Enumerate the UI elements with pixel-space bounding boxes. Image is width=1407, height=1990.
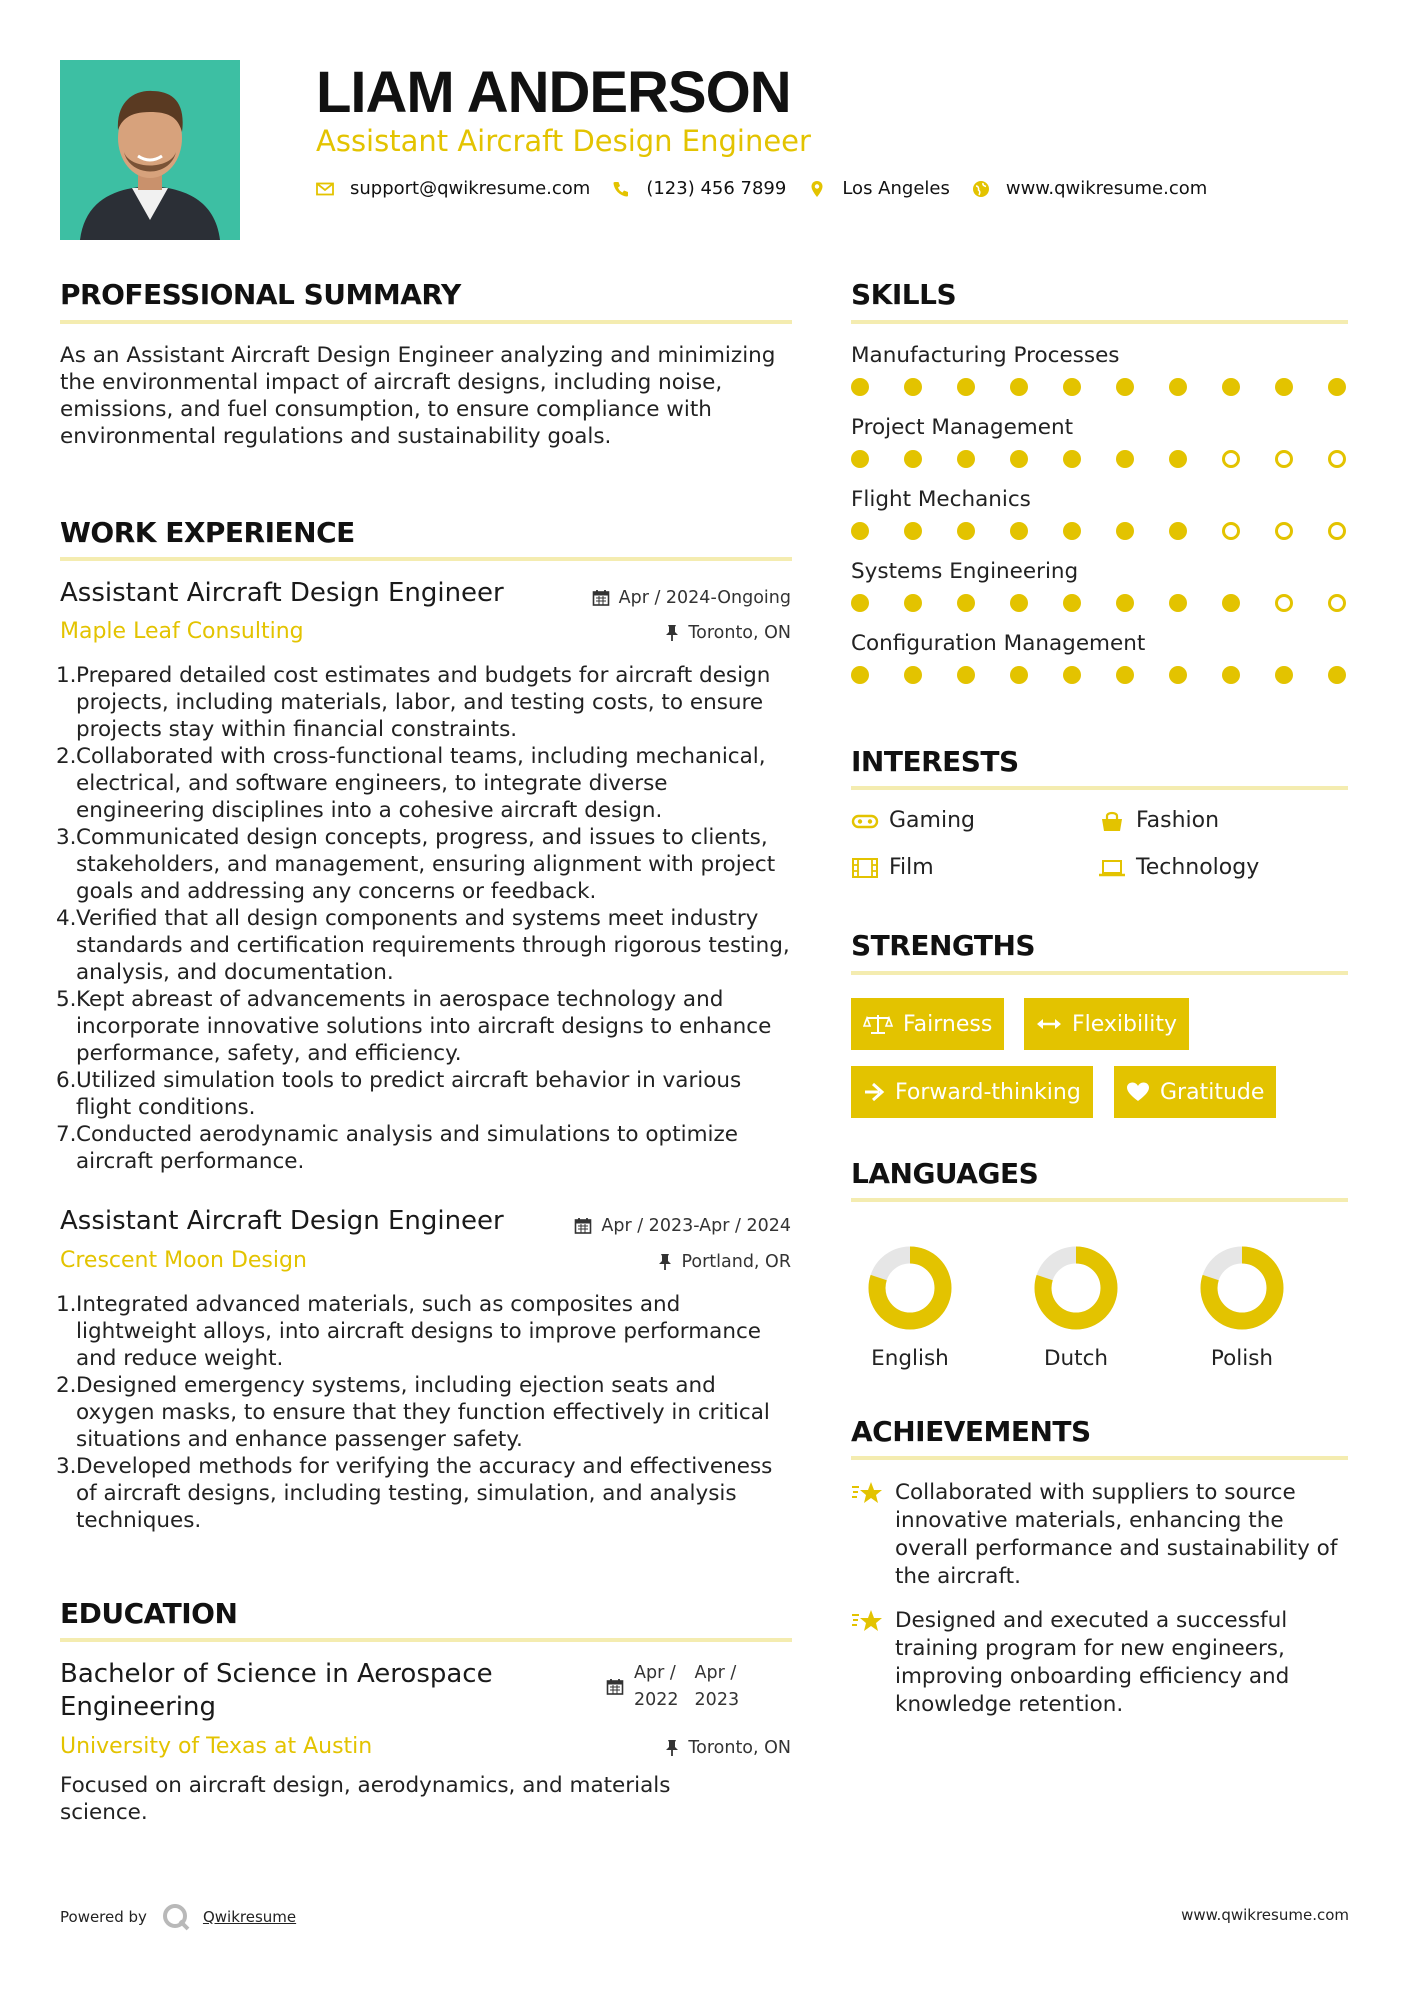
list-item: 2. Designed emergency systems, including ejection seats and oxygen masks, to ensure that they function effectively in critical situations and enhance passenger safety. <box>56 1373 770 1452</box>
list-item: 3. Communicated design concepts, progress, and issues to clients, stakeholders, and management, ensuring alignment with project goals and addressing any concerns or feedback. <box>56 825 776 904</box>
skills-list <box>851 342 1346 702</box>
education-divider <box>60 1638 792 1642</box>
rating-dot-filled <box>1328 378 1346 396</box>
skill-name: Systems Engineering <box>851 559 1079 584</box>
languages-list <box>840 1230 1312 1371</box>
strength-tag: Flexibility <box>1024 998 1189 1050</box>
summary-divider <box>60 320 792 324</box>
strength-tag: Forward-thinking <box>851 1066 1093 1118</box>
rating-dot-filled <box>1063 666 1081 684</box>
rating-dot-filled <box>1169 378 1187 396</box>
rating-dot-filled <box>851 378 869 396</box>
rating-dot-filled <box>1169 594 1187 612</box>
rating-dot-filled <box>1169 666 1187 684</box>
arrow-right-icon <box>863 1081 885 1103</box>
pushpin-icon <box>665 624 679 642</box>
rating-dot-filled <box>957 666 975 684</box>
phone-icon <box>612 180 630 198</box>
rating-dot-filled <box>1116 378 1134 396</box>
job-bullets <box>56 1291 798 1534</box>
gamepad-icon <box>851 810 879 832</box>
rating-dot-empty <box>1275 450 1293 468</box>
experience-heading: WORK EXPERIENCE <box>60 516 355 549</box>
candidate-title: Assistant Aircraft Design Engineer <box>316 124 811 158</box>
language-item: Polish <box>1172 1230 1312 1371</box>
skill-row <box>851 414 1346 468</box>
skill-rating <box>851 450 1346 468</box>
education-description: Focused on aircraft design, aerodynamics, and materials science. <box>60 1773 671 1825</box>
skill-row <box>851 486 1346 540</box>
language-item: English <box>840 1230 980 1371</box>
list-item: 6. Utilized simulation tools to predict aircraft behavior in various flight conditions. <box>56 1068 742 1120</box>
skills-divider <box>851 320 1348 324</box>
school-name: University of Texas at Austin <box>60 1734 373 1759</box>
interest-item: Gaming <box>851 808 975 833</box>
job-location: Portland, OR <box>658 1252 791 1272</box>
skill-rating <box>851 378 1346 396</box>
rating-dot-filled <box>957 594 975 612</box>
list-item: 1. Prepared detailed cost estimates and budgets for aircraft design projects, including materials, labor, and testing costs, to ensure projects stay within financial constraints. <box>56 663 771 742</box>
qwikresume-logo-icon <box>161 1902 191 1932</box>
skill-rating <box>851 522 1346 540</box>
rating-dot-filled <box>1169 522 1187 540</box>
job-company: Crescent Moon Design <box>60 1248 307 1273</box>
heart-icon <box>1126 1081 1150 1103</box>
rating-dot-filled <box>1328 666 1346 684</box>
map-pin-icon <box>808 180 826 198</box>
rating-dot-filled <box>957 378 975 396</box>
rating-dot-empty <box>1328 450 1346 468</box>
strength-tag: Gratitude <box>1114 1066 1276 1118</box>
rating-dot-filled <box>1116 522 1134 540</box>
list-item: 1. Integrated advanced materials, such as composites and lightweight alloys, into aircraft designs to improve performance and reduce weight. <box>56 1292 762 1371</box>
rating-dot-filled <box>957 522 975 540</box>
balance-scale-icon <box>863 1013 893 1035</box>
interest-item: Technology <box>1098 855 1259 880</box>
rating-dot-empty <box>1275 594 1293 612</box>
rating-dot-filled <box>1222 378 1240 396</box>
rating-dot-filled <box>904 522 922 540</box>
rating-dot-filled <box>851 450 869 468</box>
interests-heading: INTERESTS <box>851 745 1019 778</box>
film-icon <box>851 857 879 879</box>
education-location: Toronto, ON <box>665 1738 791 1758</box>
achievements-divider <box>851 1456 1348 1460</box>
languages-divider <box>851 1198 1348 1202</box>
rating-dot-filled <box>851 666 869 684</box>
rating-dot-filled <box>851 522 869 540</box>
star-badge-icon <box>851 1479 885 1591</box>
job-company: Maple Leaf Consulting <box>60 619 304 644</box>
skills-heading: SKILLS <box>851 278 957 311</box>
contact-phone[interactable]: (123) 456 7899 <box>612 178 786 199</box>
language-level-ring <box>1026 1238 1126 1338</box>
rating-dot-filled <box>1063 594 1081 612</box>
list-item: 3. Developed methods for verifying the accuracy and effectiveness of aircraft designs, including testing, simulation, and analysis techniques. <box>56 1454 773 1533</box>
languages-heading: LANGUAGES <box>851 1157 1039 1190</box>
achievement-item: Collaborated with suppliers to source innovative materials, enhancing the overall performance and sustainability of the aircraft. <box>851 1479 1351 1591</box>
rating-dot-filled <box>1063 450 1081 468</box>
pushpin-icon <box>658 1253 672 1271</box>
rating-dot-filled <box>1169 450 1187 468</box>
rating-dot-filled <box>904 450 922 468</box>
strengths-divider <box>851 971 1348 975</box>
job-bullets <box>56 662 798 1175</box>
footer-powered-by: Powered by Qwikresume <box>60 1902 296 1932</box>
skill-rating <box>851 594 1346 612</box>
skill-row <box>851 630 1346 684</box>
skill-name: Manufacturing Processes <box>851 343 1120 368</box>
job-title: Assistant Aircraft Design Engineer <box>60 578 504 608</box>
rating-dot-filled <box>1275 666 1293 684</box>
rating-dot-filled <box>1275 378 1293 396</box>
list-item: 7. Conducted aerodynamic analysis and simulations to optimize aircraft performance. <box>56 1122 739 1174</box>
candidate-name: LIAM ANDERSON <box>316 60 791 125</box>
list-item: 5. Kept abreast of advancements in aerospace technology and incorporate innovative solutions into aircraft designs to enhance performance, safety, and efficiency. <box>56 987 772 1066</box>
rating-dot-filled <box>1010 522 1028 540</box>
skill-row <box>851 342 1346 396</box>
rating-dot-filled <box>851 594 869 612</box>
strengths-heading: STRENGTHS <box>851 929 1036 962</box>
envelope-icon <box>316 180 334 198</box>
rating-dot-filled <box>1222 666 1240 684</box>
profile-photo <box>60 60 240 240</box>
rating-dot-filled <box>1116 666 1134 684</box>
achievement-item: Designed and executed a successful training program for new engineers, improving onboarding efficiency and knowledge retention. <box>851 1607 1351 1719</box>
pushpin-icon <box>665 1739 679 1757</box>
skill-name: Flight Mechanics <box>851 487 1031 512</box>
rating-dot-filled <box>904 378 922 396</box>
calendar-icon <box>592 589 610 607</box>
rating-dot-empty <box>1328 594 1346 612</box>
experience-divider <box>60 557 792 561</box>
footer-brand-link[interactable]: Qwikresume <box>202 1908 297 1926</box>
rating-dot-filled <box>1010 378 1028 396</box>
language-level-ring <box>860 1238 960 1338</box>
rating-dot-empty <box>1328 522 1346 540</box>
skill-name: Configuration Management <box>851 631 1146 656</box>
star-badge-icon <box>851 1607 885 1719</box>
rating-dot-filled <box>1222 594 1240 612</box>
interests-divider <box>851 786 1348 790</box>
skill-row <box>851 558 1346 612</box>
rating-dot-filled <box>1010 450 1028 468</box>
job-location: Toronto, ON <box>665 623 791 643</box>
contact-location: Los Angeles <box>808 178 950 199</box>
rating-dot-filled <box>1063 522 1081 540</box>
arrows-horizontal-icon <box>1036 1013 1062 1035</box>
job-title: Assistant Aircraft Design Engineer <box>60 1206 504 1236</box>
rating-dot-filled <box>1010 594 1028 612</box>
education-dates: Apr / 2022 Apr / 2023 <box>606 1660 739 1714</box>
list-item: 4. Verified that all design components and systems meet industry standards and certification requirements through rigorous testing, analysis, and documentation. <box>56 906 790 985</box>
calendar-icon <box>574 1217 592 1235</box>
rating-dot-empty <box>1222 450 1240 468</box>
rating-dot-filled <box>904 594 922 612</box>
skill-rating <box>851 666 1346 684</box>
interest-item: Fashion <box>1098 808 1219 833</box>
interest-item: Film <box>851 855 934 880</box>
rating-dot-empty <box>1275 522 1293 540</box>
rating-dot-filled <box>1010 666 1028 684</box>
contact-website[interactable]: www.qwikresume.com <box>972 178 1207 199</box>
rating-dot-filled <box>904 666 922 684</box>
rating-dot-filled <box>1116 450 1134 468</box>
language-item: Dutch <box>1006 1230 1146 1371</box>
rating-dot-filled <box>1116 594 1134 612</box>
rating-dot-empty <box>1222 522 1240 540</box>
laptop-icon <box>1098 857 1126 879</box>
footer-url[interactable]: www.qwikresume.com <box>1181 1906 1349 1924</box>
globe-icon <box>972 180 990 198</box>
education-heading: EDUCATION <box>60 1597 238 1630</box>
shopping-bag-icon <box>1098 810 1126 832</box>
skill-name: Project Management <box>851 415 1074 440</box>
job-dates: Apr / 2023-Apr / 2024 <box>574 1216 791 1236</box>
list-item: 2. Collaborated with cross-functional teams, including mechanical, electrical, and software engineers, to integrate diverse engineering disciplines into a cohesive aircraft design. <box>56 744 766 823</box>
rating-dot-filled <box>1063 378 1081 396</box>
degree-title: Bachelor of Science in Aerospace Engineering <box>60 1659 493 1722</box>
job-dates: Apr / 2024-Ongoing <box>592 588 791 608</box>
summary-text: As an Assistant Aircraft Design Engineer analyzing and minimizing the environmental impact of aircraft designs, including noise, emissions, and fuel consumption, to ensure compliance with environmental regulations and sustainability goals. <box>60 343 776 449</box>
rating-dot-filled <box>957 450 975 468</box>
language-level-ring <box>1192 1238 1292 1338</box>
contact-email[interactable]: support@qwikresume.com <box>316 178 590 199</box>
summary-heading: PROFESSIONAL SUMMARY <box>60 278 461 311</box>
contact-bar <box>316 178 1229 199</box>
achievements-heading: ACHIEVEMENTS <box>851 1415 1091 1448</box>
calendar-icon <box>606 1678 624 1696</box>
strength-tag: Fairness <box>851 998 1004 1050</box>
